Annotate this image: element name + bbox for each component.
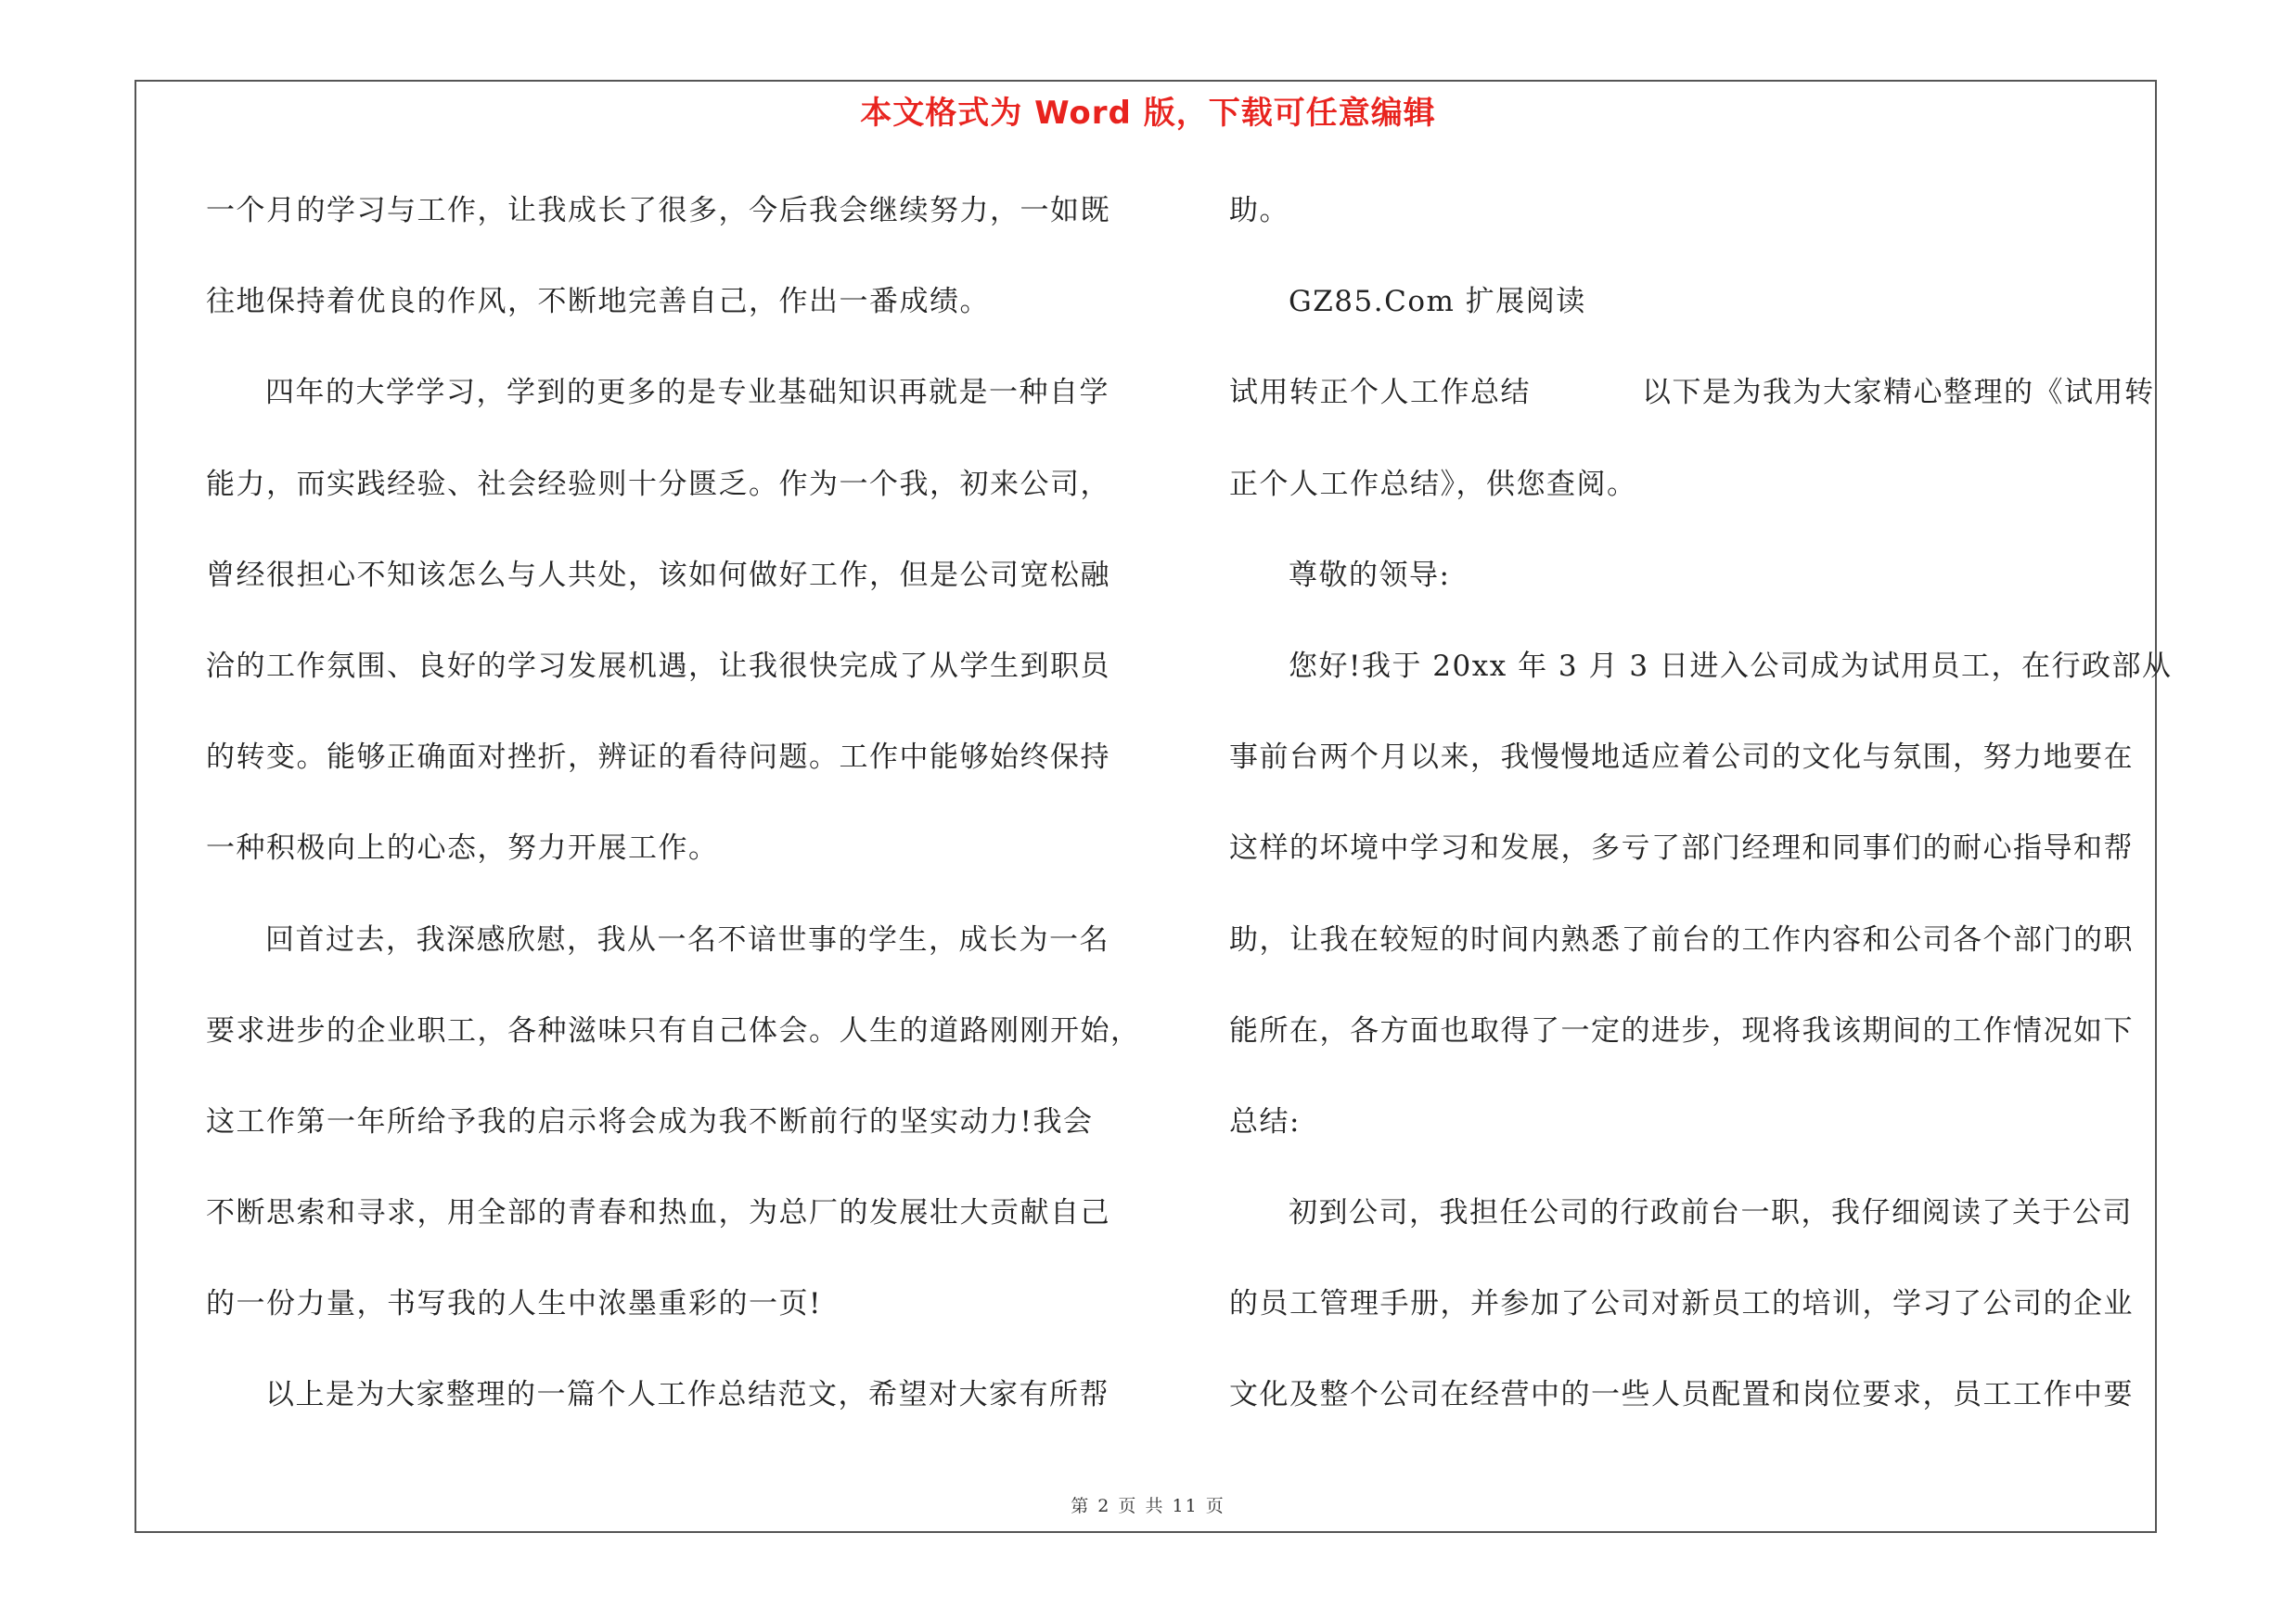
text-line: 的员工管理手册，并参加了公司对新员工的培训，学习了公司的企业 xyxy=(1229,1287,2134,1321)
page-number: 第 2 页 共 11 页 xyxy=(1071,1496,1225,1516)
paragraph-start: 您好!我于 20xx 年 3 月 3 日进入公司成为试用员工，在行政部从 xyxy=(1289,649,2173,683)
text-line: 能力，而实践经验、社会经验则十分匮乏。作为一个我，初来公司， xyxy=(206,467,1110,501)
text-line: 不断思索和寻求，用全部的青春和热血，为总厂的发展壮大贡献自己 xyxy=(206,1196,1110,1230)
right-column xyxy=(1229,186,2173,1462)
text-line: 这工作第一年所给予我的启示将会成为我不断前行的坚实动力!我会 xyxy=(206,1104,1094,1139)
text-line: 一个月的学习与工作，让我成长了很多，今后我会继续努力，一如既 xyxy=(206,194,1110,227)
text-line: 一种积极向上的心态，努力开展工作。 xyxy=(206,831,719,866)
extended-reading-heading: GZ85.Com 扩展阅读 xyxy=(1289,285,1586,319)
text-line: 洽的工作氛围、良好的学习发展机遇，让我很快完成了从学生到职员 xyxy=(206,649,1110,683)
text-line: 的一份力量，书写我的人生中浓墨重彩的一页! xyxy=(206,1287,822,1321)
paragraph-start: 回首过去，我深感欣慰，我从一名不谙世事的学生，成长为一名 xyxy=(265,922,1110,957)
text-line: 文化及整个公司在经营中的一些人员配置和岗位要求，员工工作中要 xyxy=(1229,1378,2134,1412)
left-column xyxy=(206,186,1141,1462)
article-intro: 以下是为我为大家精心整理的《试用转 xyxy=(1642,376,2155,410)
text-line: 总结: xyxy=(1229,1104,1301,1139)
text-line: 要求进步的企业职工，各种滋味只有自己体会。人生的道路刚刚开始， xyxy=(206,1013,1141,1048)
text-line: 的转变。能够正确面对挫折，辨证的看待问题。工作中能够始终保持 xyxy=(206,741,1110,775)
paragraph-start: 以上是为大家整理的一篇个人工作总结范文，希望对大家有所帮 xyxy=(265,1378,1110,1412)
text-line: 正个人工作总结》，供您查阅。 xyxy=(1229,467,1637,501)
paragraph-start: 初到公司，我担任公司的行政前台一职，我仔细阅读了关于公司 xyxy=(1289,1196,2133,1230)
paragraph-start: 四年的大学学习，学到的更多的是专业基础知识再就是一种自学 xyxy=(265,376,1110,410)
text-line: 事前台两个月以来，我慢慢地适应着公司的文化与氛围，努力地要在 xyxy=(1229,741,2134,775)
salutation: 尊敬的领导: xyxy=(1289,558,1451,592)
text-line: 这样的坏境中学习和发展，多亏了部门经理和同事们的耐心指导和帮 xyxy=(1229,831,2134,866)
article-title-line xyxy=(1229,367,2157,458)
text-line: 能所在，各方面也取得了一定的进步，现将我该期间的工作情况如下 xyxy=(1229,1013,2134,1048)
text-line: 往地保持着优良的作风，不断地完善自己，作出一番成绩。 xyxy=(206,285,990,319)
text-line: 助，让我在较短的时间内熟悉了前台的工作内容和公司各个部门的职 xyxy=(1229,922,2134,957)
article-title: 试用转正个人工作总结 xyxy=(1229,376,1531,410)
text-line: 助。 xyxy=(1229,194,1289,227)
text-line: 曾经很担心不知该怎么与人共处，该如何做好工作，但是公司宽松融 xyxy=(206,558,1110,592)
format-banner: 本文格式为 Word 版，下载可任意编辑 xyxy=(860,95,1436,132)
